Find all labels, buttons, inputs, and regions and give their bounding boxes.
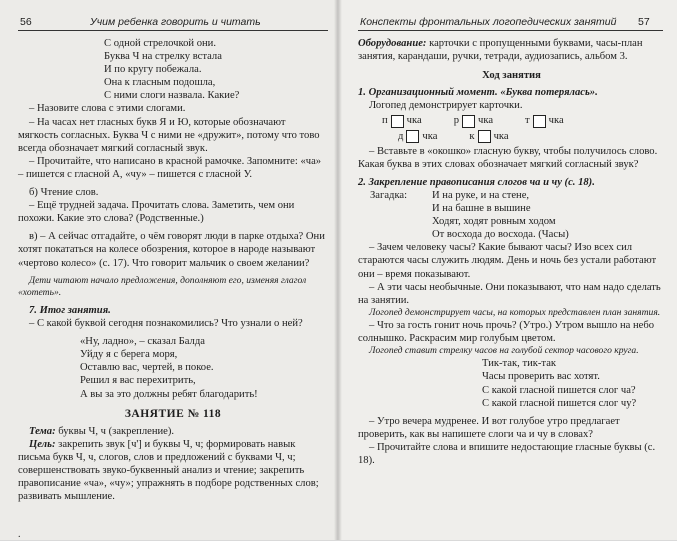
blank-box bbox=[533, 115, 546, 128]
letter-card bbox=[525, 114, 564, 127]
card-row-1 bbox=[358, 114, 665, 127]
poem-ticktock bbox=[358, 357, 665, 409]
card-prefix: д bbox=[398, 130, 404, 142]
left-page bbox=[0, 0, 338, 540]
lesson-goal bbox=[18, 438, 328, 503]
paragraph: – Ещё трудней задача. Прочитать слова. Заметить, чем они похожи. Какие это слова? (Родственные.) bbox=[18, 200, 295, 225]
topic-text: буквы Ч, ч (закрепление). bbox=[58, 425, 175, 437]
paragraph: – С какой буквой сегодня познакомились? Что узнали о ней? bbox=[29, 318, 303, 330]
page-number-left: 56 bbox=[20, 16, 32, 28]
riddle-line: Ходят, ходят ровным ходом bbox=[432, 216, 556, 228]
letter-card bbox=[398, 130, 437, 143]
lesson-flow-heading: Ход занятия bbox=[482, 70, 541, 82]
poem-line: Решил я вас перехитрить, bbox=[80, 375, 196, 387]
riddle bbox=[358, 189, 665, 241]
paragraph: – На часах нет гласных букв Я и Ю, которые обозначают мягкость согласных. Буква Ч с ними не «дружит», потому что тово всегда обозначает мягкий согласный звук. bbox=[18, 116, 320, 154]
riddle-line: И на башне в вышине bbox=[432, 203, 531, 215]
paragraph: – Утро вечера мудренее. И вот голубое утро предлагает проверить, как вы напишете слоги ча и чу в словах? bbox=[358, 415, 620, 440]
riddle-lines bbox=[414, 189, 569, 241]
paragraph: – Прочитайте слова и впишите недостающие гласные буквы (с. 18). bbox=[358, 441, 656, 467]
teacher-note: Дети читают начало предложения, дополняют его, изменяя глагол «хотеть». bbox=[18, 274, 307, 298]
riddle-line: От восхода до восхода. (Часы) bbox=[432, 229, 569, 241]
paragraph: в) – А сейчас отгадайте, о чём говорят люди в парке отдыха? Они хотят покататься на колесе обозрения, которое в народе называют «чертово колесо» (с. 17). Что говорит мальчик о своем желании? bbox=[18, 231, 325, 269]
poem-line: Уйду я с берега моря, bbox=[80, 349, 178, 361]
card-prefix: р bbox=[453, 115, 459, 127]
poem-line: Часы проверить вас хотят. bbox=[482, 371, 600, 383]
blank-box bbox=[406, 130, 419, 143]
paragraph: – Что за гость гонит ночь прочь? (Утро.) Утром вышло на небо солнышко. Раскрасим мир голубым цветом. bbox=[358, 319, 655, 345]
running-header-left: Учим ребенка говорить и читать bbox=[90, 16, 261, 28]
equipment-label: Оборудование: bbox=[358, 38, 427, 49]
card-prefix: п bbox=[382, 115, 388, 127]
paragraph: Логопед демонстрирует карточки. bbox=[369, 100, 523, 112]
blank-box bbox=[478, 130, 491, 143]
riddle-line: И на руке, и на стене, bbox=[432, 189, 530, 201]
poem-line: Она к гласным подошла, bbox=[104, 77, 216, 89]
poem-line: С какой гласной пишется слог ча? bbox=[482, 384, 636, 396]
paragraph: – Зачем человеку часы? Какие бывают часы? Изо всех сил стараются часы служить людям. День и ночь без устали работают они – время показывают. bbox=[358, 242, 657, 280]
card-suffix: чка bbox=[422, 130, 438, 142]
card-row-2 bbox=[358, 130, 665, 143]
paragraph: – Назовите слова с этими слогами. bbox=[29, 103, 186, 115]
blank-box bbox=[462, 115, 475, 128]
paragraph: – Вставьте в «окошко» гласную букву, чтобы получилось слово. Какая буква в этих словах обозначает мягкий согласный звук? bbox=[358, 145, 658, 170]
header-rule-left bbox=[18, 30, 328, 31]
letter-card bbox=[469, 130, 508, 143]
card-suffix: чка bbox=[493, 130, 509, 142]
goal-label: Цель: bbox=[29, 438, 56, 450]
section-title: 7. Итог занятия. bbox=[29, 305, 111, 316]
poem-clock bbox=[18, 37, 328, 102]
card-prefix: т bbox=[525, 115, 530, 127]
poem-line: И по кругу побежала. bbox=[104, 64, 202, 76]
equipment-text: карточки с пропущенными буквами, часы-план занятия, карандаши, ручки, тетради, аудиозапись, альбом 3. bbox=[358, 38, 643, 63]
poem-line: Буква Ч на стрелку встала bbox=[104, 51, 222, 63]
poem-line: Тик-так, тик-так bbox=[482, 358, 557, 370]
header-rule-right bbox=[358, 30, 663, 31]
running-header-right: Конспекты фронтальных логопедических занятий bbox=[360, 16, 617, 28]
card-suffix: чка bbox=[478, 115, 494, 127]
teacher-note: Логопед демонстрирует часы, на которых представлен план занятия. bbox=[369, 306, 661, 318]
goal-text: закрепить звук [ч'] и буквы Ч, ч; формировать навык письма букв Ч, ч, слогов, слов и предложений с буквами Ч, ч; совершенствовать звуко-буквенный анализ и чтение; закрепить правописание «ча», «чу»; упражнять в подборе родственных слов; развивать мышление. bbox=[18, 438, 319, 503]
topic-label: Тема: bbox=[29, 425, 56, 437]
poem-balda bbox=[18, 335, 328, 400]
section-title: 1. Организационный момент. «Буква потерялась». bbox=[358, 87, 598, 99]
card-suffix: чка bbox=[548, 115, 564, 127]
blank-box bbox=[391, 115, 404, 128]
teacher-note: Логопед ставит стрелку часов на голубой сектор часового круга. bbox=[369, 345, 639, 357]
card-prefix: к bbox=[469, 130, 475, 142]
page-number-right: 57 bbox=[638, 16, 650, 28]
subsection-label: б) Чтение слов. bbox=[29, 187, 99, 199]
letter-card bbox=[382, 114, 422, 127]
poem-line: А вы за это должны ребят благодарить! bbox=[80, 388, 258, 400]
poem-line: «Ну, ладно», – сказал Балда bbox=[80, 336, 205, 348]
lesson-topic bbox=[18, 425, 328, 438]
equipment bbox=[358, 37, 665, 63]
card-suffix: чка bbox=[406, 115, 422, 127]
poem-line: Оставлю вас, чертей, в покое. bbox=[80, 362, 214, 374]
paragraph: – А эти часы необычные. Они показывают, что нам надо сделать на занятии. bbox=[358, 281, 661, 306]
section-title: 2. Закрепление правописания слогов ча и чу (с. 18). bbox=[358, 176, 595, 188]
riddle-label: Загадка: bbox=[370, 189, 408, 201]
poem-line: С одной стрелочкой они. bbox=[104, 38, 216, 49]
poem-line: С какой гласной пишется слог чу? bbox=[482, 397, 637, 409]
poem-line: С ними слоги назвала. Какие? bbox=[104, 90, 240, 102]
stray-dot: . bbox=[18, 529, 21, 540]
right-page bbox=[338, 0, 677, 540]
lesson-title: ЗАНЯТИЕ № 118 bbox=[124, 407, 222, 420]
paragraph: – Прочитайте, что написано в красной рамочке. Запомните: «ча» – пишется с гласной А, «чу» – пишется с гласной У. bbox=[18, 155, 322, 180]
book-gutter bbox=[334, 0, 342, 540]
letter-card bbox=[454, 114, 493, 127]
